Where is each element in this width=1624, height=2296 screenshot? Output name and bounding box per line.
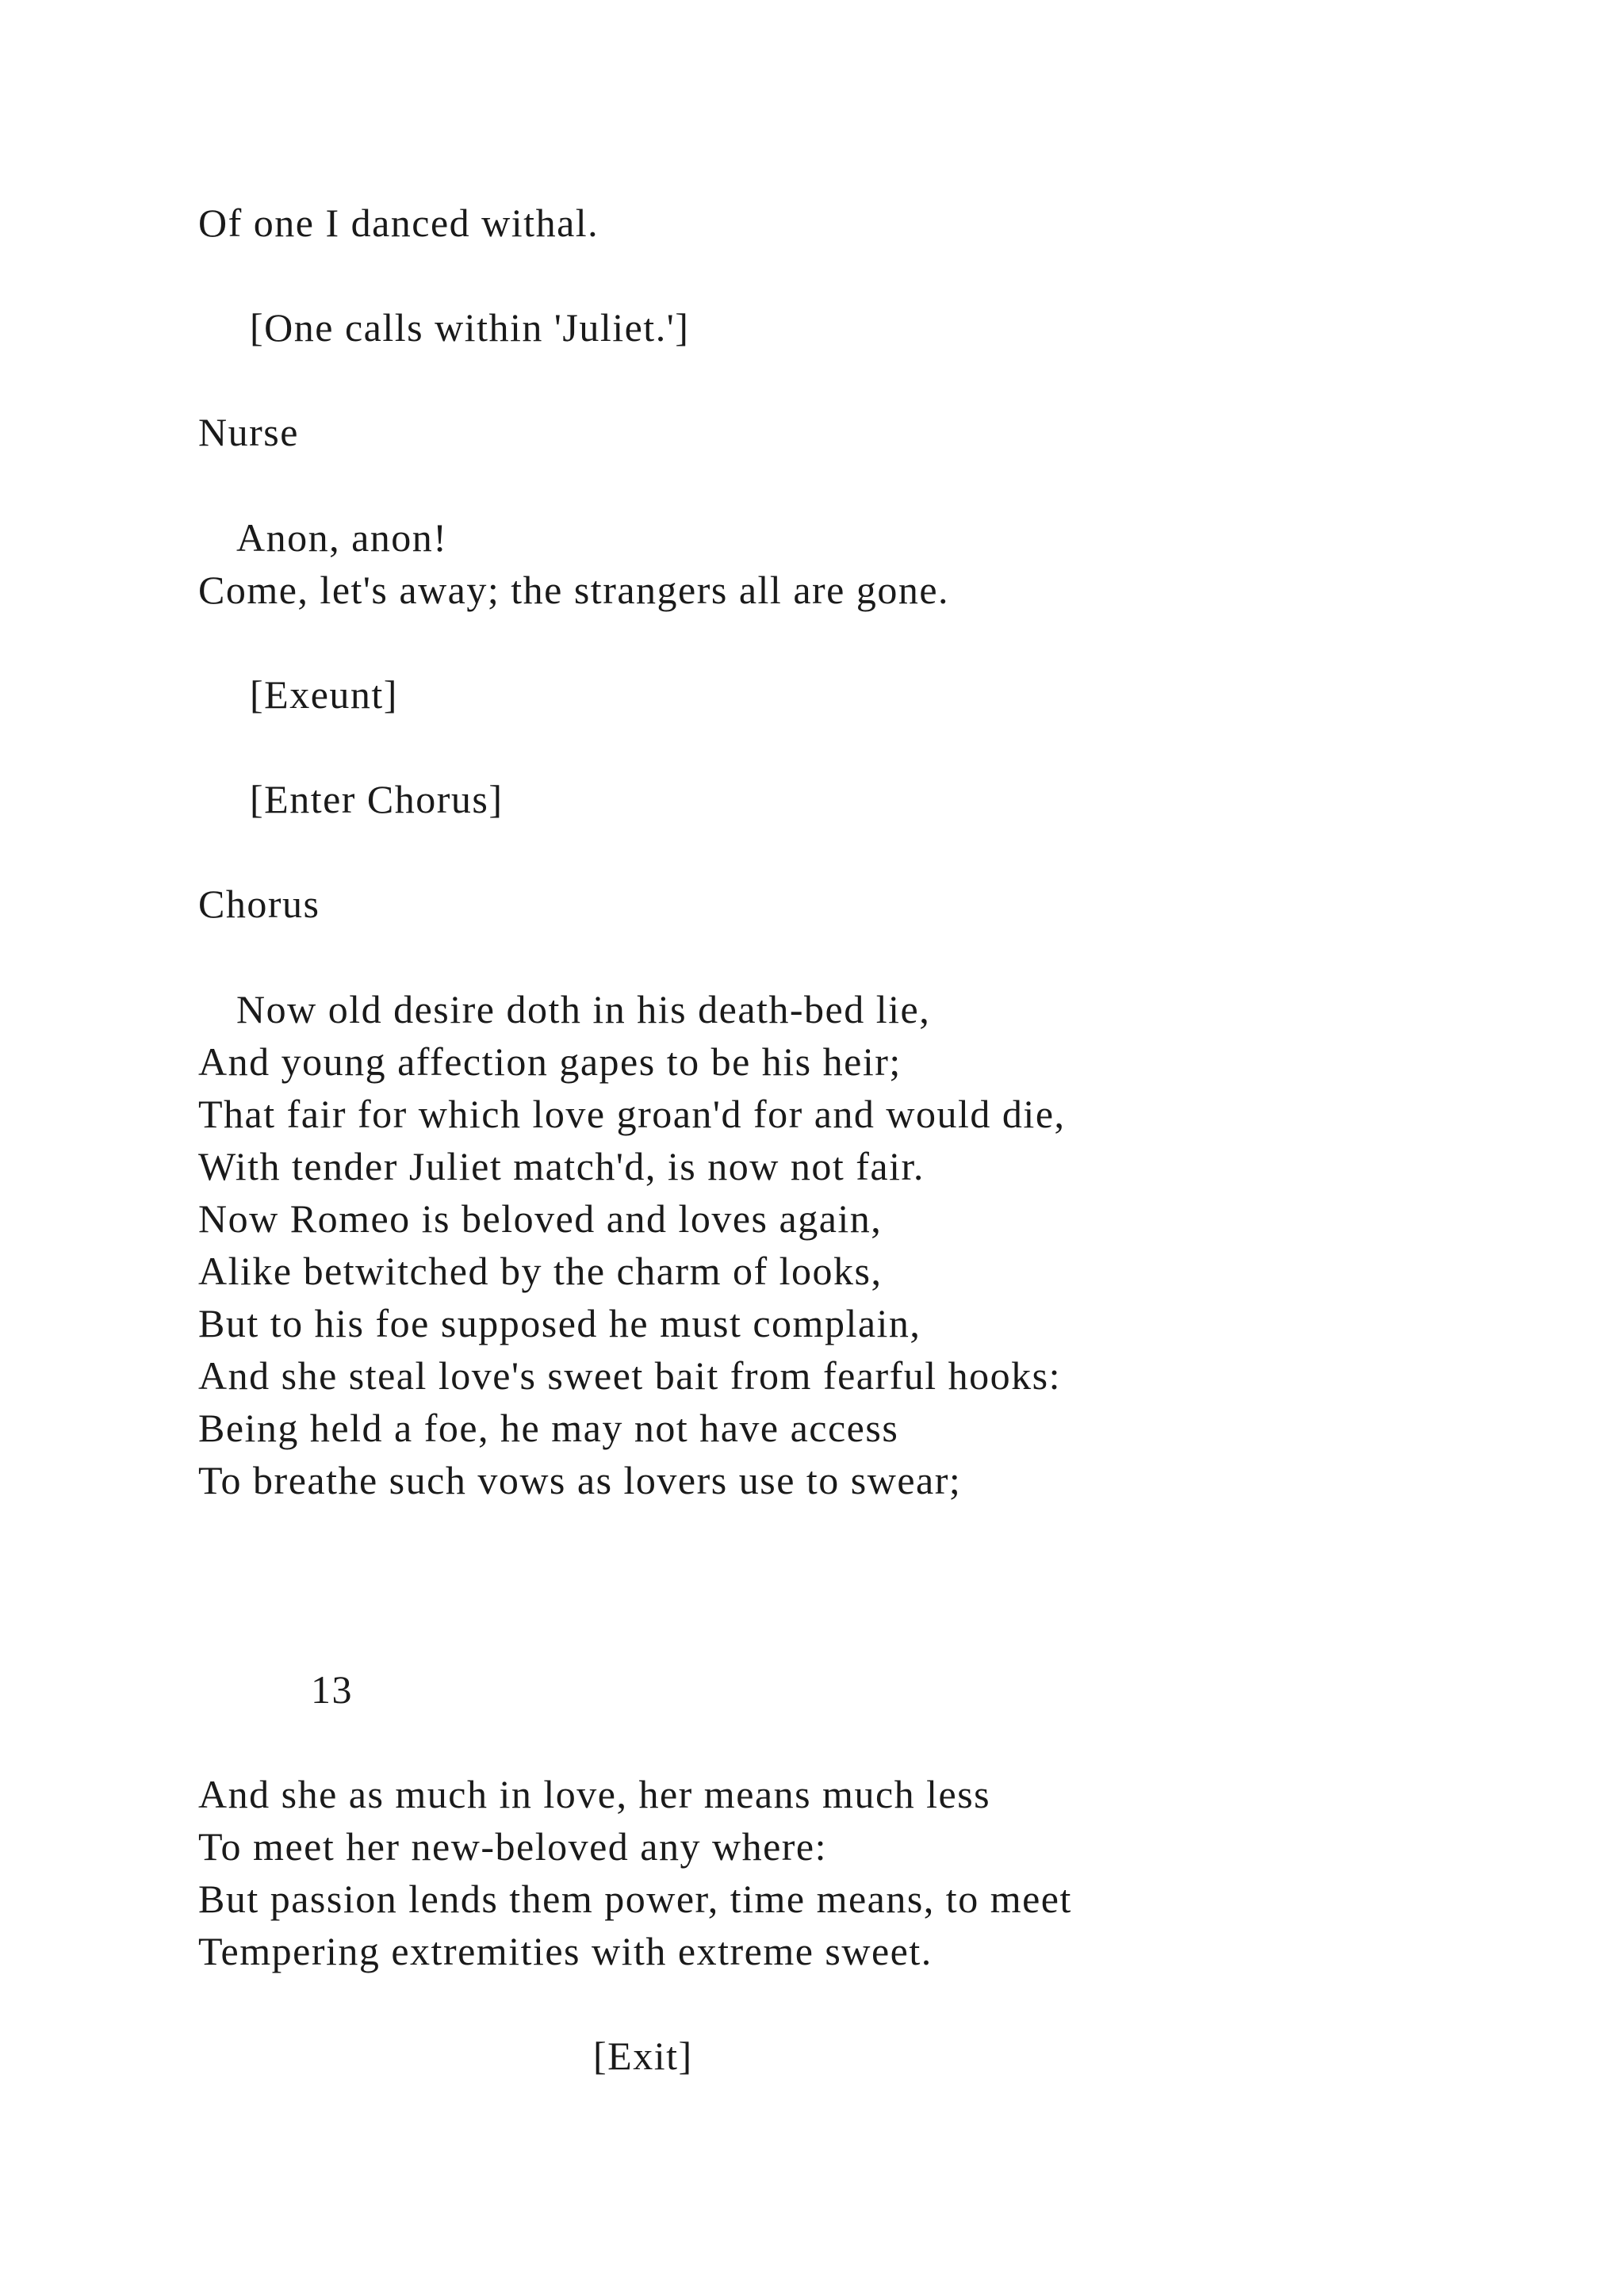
verse-line: And she steal love's sweet bait from fearful hooks: [198, 1353, 1062, 1398]
verse-line: But passion lends them power, time means, to meet [198, 1877, 1072, 1921]
page-number: 13 [311, 1667, 353, 1712]
verse-line: Being held a foe, he may not have access [198, 1406, 899, 1450]
stage-direction: [Exeunt] [250, 672, 398, 717]
verse-line: That fair for which love groan'd for and would die, [198, 1092, 1066, 1136]
text-line: Anon, anon! [236, 515, 448, 560]
verse-line: With tender Juliet match'd, is now not fair. [198, 1144, 925, 1188]
verse-line: To meet her new-beloved any where: [198, 1824, 828, 1869]
speaker-name: Chorus [198, 882, 320, 926]
verse-line: Alike betwitched by the charm of looks, [198, 1249, 883, 1293]
verse-line: And she as much in love, her means much less [198, 1772, 991, 1816]
verse-line: Now old desire doth in his death-bed lie, [236, 987, 931, 1031]
verse-line: Now Romeo is beloved and loves again, [198, 1196, 883, 1241]
text-line: Of one I danced withal. [198, 201, 599, 245]
verse-line: But to his foe supposed he must complain, [198, 1301, 921, 1345]
verse-line: And young affection gapes to be his heir; [198, 1039, 902, 1084]
text-line: Come, let's away; the strangers all are gone. [198, 568, 950, 612]
stage-direction: [Enter Chorus] [250, 777, 504, 821]
verse-line: To breathe such vows as lovers use to swear; [198, 1458, 962, 1502]
speaker-name: Nurse [198, 410, 299, 454]
verse-line: Tempering extremities with extreme sweet. [198, 1929, 933, 1973]
stage-direction: [One calls within 'Juliet.'] [250, 305, 690, 350]
stage-direction: [Exit] [593, 2034, 693, 2078]
